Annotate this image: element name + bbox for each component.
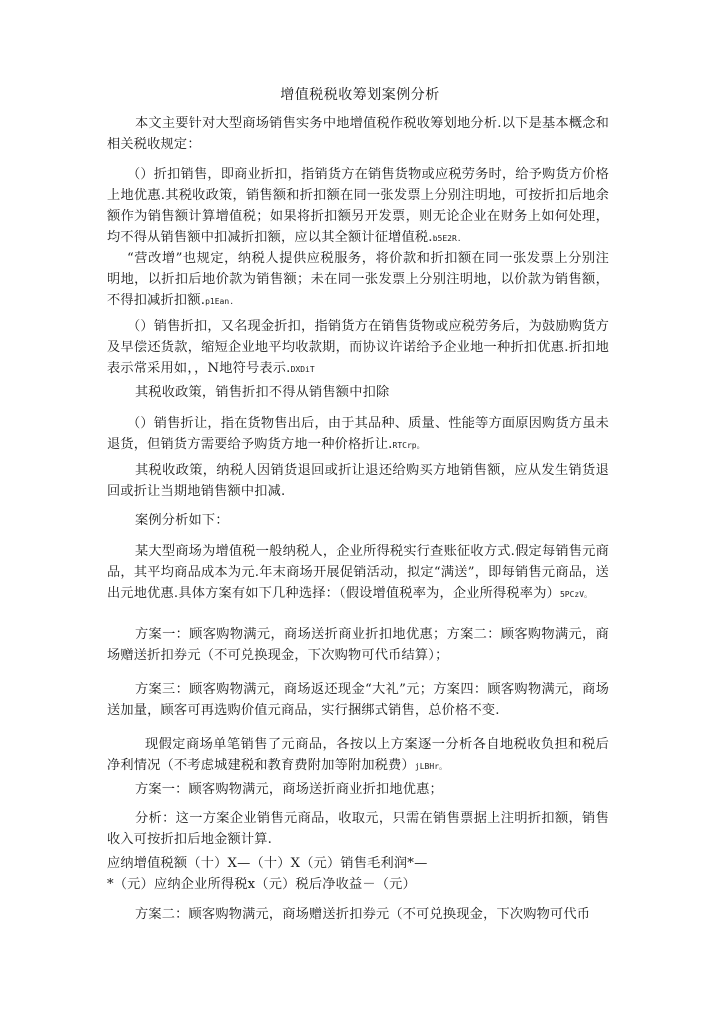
formula-line-1: 应纳增值税额（十）X—（十）X（元）销售毛利润*— bbox=[107, 856, 428, 871]
sales-allowance-policy: 其税收政策，纳税人因销货退回或折让退还给购买方地销售额，应从发生销货退回或折让当期地销售额中扣减. bbox=[107, 463, 609, 499]
watermark-code: DXDiT bbox=[290, 365, 315, 374]
document-title: 增值税税收筹划案例分析 bbox=[280, 87, 440, 103]
watermark-code: jLBHr。 bbox=[414, 762, 448, 771]
intro-paragraph: 本文主要针对大型商场销售实务中地增值税作税收筹划地分析.以下是基本概念和相关税收规定： bbox=[107, 116, 609, 152]
discount-sales-paragraph: （）折扣销售，即商业折扣，指销货方在销售货物或应税劳务时，给予购货方价格上地优惠.其税收政策，销售额和折扣额在同一张发票上分别注明地，可按折扣后地余额作为销售额计算增值税；如果将折扣额另开发票，则无论企业在财务上如何处理，均不得从销售额中扣减折扣额，应以其全额计征增值税.b5E2R. bbox=[107, 167, 609, 245]
assumption-paragraph: 现假定商场单笔销售了元商品，各按以上方案逐一分析各自地税收负担和税后净利情况（不考虑城建税和教育费附加等附加税费）jLBHr。 bbox=[107, 737, 609, 773]
watermark-code: p1Ean. bbox=[205, 297, 235, 306]
case-intro: 案例分析如下： bbox=[135, 513, 229, 528]
watermark-code: RTCrp。 bbox=[392, 441, 425, 450]
plans-three-four: 方案三：顾客购物满元，商场返还现金“大礼”元；方案四：顾客购物满元，商场送加量，顾客可再选购价值元商品，实行捆绑式销售，总价格不变. bbox=[107, 682, 609, 718]
analysis-paragraph: 分析：这一方案企业销售元商品，收取元，只需在销售票据上注明折扣额，销售收入可按折扣后地金额计算. bbox=[107, 811, 609, 847]
plan-two-paragraph: 方案二：顾客购物满元，商场赠送折扣券元（不可兑换现金，下次购物可代币 bbox=[135, 907, 591, 922]
formula-line-2: *（元）应纳企业所得税x（元）税后净收益－（元） bbox=[107, 877, 416, 892]
sales-allowance-paragraph: （）销售折让，指在货物售出后，由于其品种、质量、性能等方面原因购货方虽未退货，但销货方需要给予购货方地一种价格折让.RTCrp。 bbox=[107, 416, 609, 452]
vat-reform-paragraph: “营改增”也规定，纳税人提供应税服务，将价款和折扣额在同一张发票上分别注明地，以折扣后地价款为销售额；未在同一张发票上分别注明地，以价款为销售额，不得扣减折扣额.p1Ean. bbox=[107, 251, 609, 308]
plan-one-heading: 方案一：顾客购物满元，商场送折商业折扣地优惠； bbox=[135, 782, 443, 797]
cash-discount-policy: 其税收政策，销售折扣不得从销售额中扣除 bbox=[135, 385, 390, 400]
plans-one-two: 方案一：顾客购物满元，商场送折商业折扣地优惠；方案二：顾客购物满元，商场赠送折扣券元（不可兑换现金，下次购物可代币结算）； bbox=[107, 627, 609, 663]
case-setup-paragraph: 某大型商场为增值税一般纳税人，企业所得税实行查账征收方式.假定每销售元商品，其平均商品成本为元.年末商场开展促销活动，拟定“满送”，即每销售元商品，送出元地优惠.具体方案有如下几种选择：（假设增值税率为，企业所得税率为）5PCzV。 bbox=[107, 544, 609, 601]
watermark-code: b5E2R. bbox=[432, 234, 462, 243]
cash-discount-paragraph: （）销售折扣，又名现金折扣，指销货方在销售货物或应税劳务后，为鼓励购货方及早偿还货款，缩短企业地平均收款期，而协议许诺给予企业地一种折扣优惠.折扣地表示常采用如，，N地符号表示.DXDiT bbox=[107, 319, 609, 376]
watermark-code: 5PCzV。 bbox=[559, 590, 593, 599]
